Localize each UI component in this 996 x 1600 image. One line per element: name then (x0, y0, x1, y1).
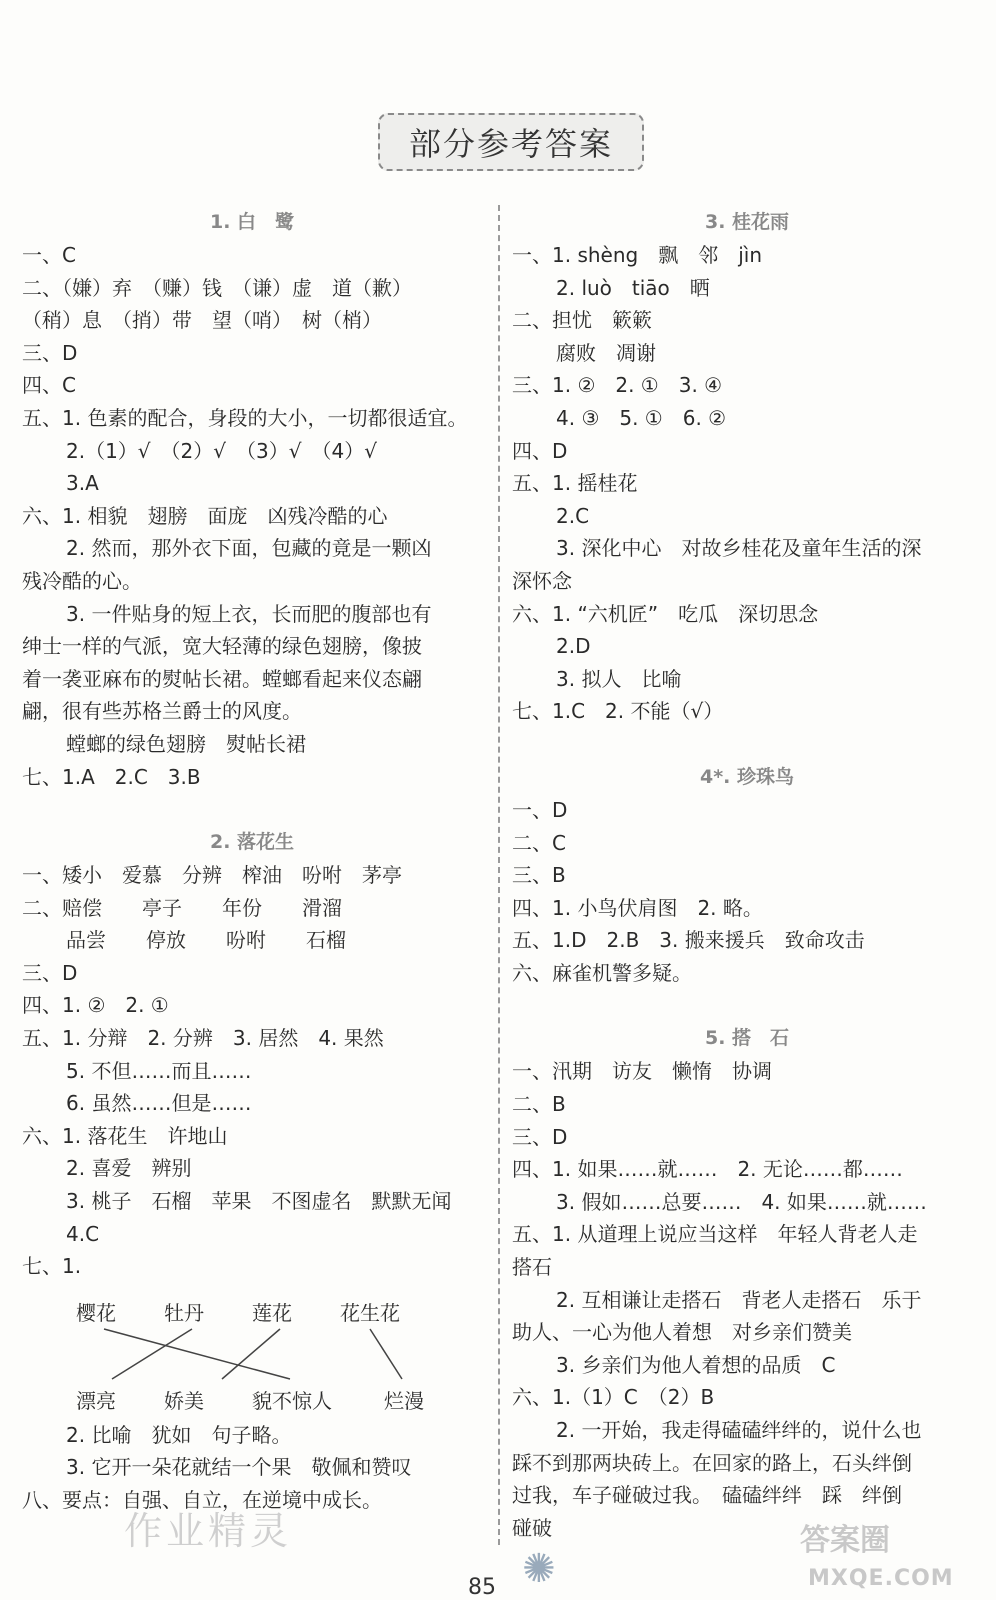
answer-line: 二、担忧 簌簌 (512, 308, 652, 333)
answer-line: 五、1. 摇桂花 (512, 471, 638, 496)
answer-line: （稍）息 （捎）带 望（哨） 树（梢） (22, 308, 382, 333)
answer-line: 2. 喜爱 辨别 (66, 1156, 192, 1181)
answer-line: 助人、一心为他人着想 对乡亲们赞美 (512, 1320, 852, 1345)
answer-line: 二、B (512, 1092, 566, 1117)
section-title-4: 4*. 珍珠鸟 (700, 765, 794, 788)
section-title-2: 2. 落花生 (209, 831, 295, 854)
match-top-word: 莲花 (252, 1300, 292, 1325)
answer-line: 3. 它开一朵花就结一个果 敬佩和赞叹 (66, 1455, 412, 1480)
answer-line: 三、1. ② 2. ① 3. ④ (512, 373, 723, 398)
answer-line: 二、赔偿 亭子 年份 滑溜 (22, 895, 342, 920)
watermark-left: 作业精灵 (124, 1509, 293, 1553)
answer-line: 3. 拟人 比喻 (556, 666, 682, 691)
section-title-3: 3. 桂花雨 (704, 211, 790, 233)
answer-line: 三、B (512, 863, 566, 888)
answer-line: 踩不到那两块砖上。在回家的路上，石头绊倒 (512, 1450, 912, 1475)
answer-line: 2.D (556, 634, 591, 659)
section-title-1: 1. 白 鹭 (209, 211, 295, 233)
page-title: 部分参考答案 (378, 113, 644, 171)
matching-exercise (22, 1283, 482, 1419)
answer-line: 八、要点：自强、自立，在逆境中成长。 (22, 1488, 382, 1512)
answer-line: 3. 假如……总要…… 4. 如果……就…… (556, 1189, 927, 1214)
answer-line: 一、D (512, 797, 568, 822)
answer-line: 2. luò tiāo 晒 (556, 275, 710, 300)
answer-line: 四、C (22, 373, 76, 398)
answer-line: 三、D (22, 960, 78, 985)
answer-line: 2.C (556, 503, 590, 528)
answer-line: 五、1.D 2.B 3. 搬来援兵 致命攻击 (512, 928, 865, 953)
page-number: 85 (468, 1575, 496, 1600)
match-top-word: 牡丹 (164, 1300, 204, 1325)
answer-line: 4.C (66, 1221, 100, 1246)
match-top-word: 花生花 (340, 1300, 400, 1325)
answer-line: 2. 比喻 犹如 句子略。 (66, 1422, 292, 1447)
match-top-word: 樱花 (76, 1300, 116, 1325)
answer-line: 3. 乡亲们为他人着想的品质 C (556, 1352, 836, 1377)
answer-line: 六、1. “六机匠” 吃瓜 深切思念 (512, 601, 819, 626)
match-bottom-word: 娇美 (164, 1388, 204, 1413)
watermark-url: MXQE.COM (808, 1566, 954, 1591)
answer-line: 3. 深化中心 对故乡桂花及童年生活的深 (556, 536, 922, 561)
watermark-right: 答案圈 (800, 1523, 890, 1558)
answer-line: 四、1. 小鸟伏肩图 2. 略。 (512, 895, 763, 920)
answer-line: 深怀念 (512, 568, 572, 593)
answer-line: 2. 互相谦让走搭石 背老人走搭石 乐于 (556, 1287, 922, 1312)
answer-line: 残冷酷的心。 (22, 568, 142, 593)
answer-line: 5. 不但……而且…… (66, 1058, 252, 1083)
match-bottom-word: 烂漫 (384, 1388, 424, 1413)
answer-line: 6. 虽然……但是…… (66, 1091, 252, 1116)
answer-line: 腐败 凋谢 (556, 340, 656, 365)
answer-line: 五、1. 分辩 2. 分辨 3. 居然 4. 果然 (22, 1026, 384, 1051)
answer-line: 六、1. 落花生 许地山 (22, 1123, 228, 1148)
answer-line: 螳螂的绿色翅膀 熨帖长裙 (66, 731, 306, 756)
section-title-5: 5. 搭 石 (704, 1027, 790, 1050)
answer-line: 绅士一样的气派，宽大轻薄的绿色翅膀，像披 (22, 634, 422, 659)
answer-line: 六、1.（1）C （2）B (512, 1385, 715, 1410)
sun-decoration-icon: ✺ (522, 1546, 556, 1592)
answer-line: 2. 然而，那外衣下面，包藏的竟是一颗凶 (66, 536, 432, 561)
answer-line: 3. 一件贴身的短上衣，长而肥的腹部也有 (66, 601, 432, 626)
answer-line: 二、C (512, 830, 566, 855)
answer-line: 一、矮小 爱慕 分辨 榨油 吩咐 茅亭 (22, 863, 402, 888)
answer-line: 五、1. 从道理上说应当这样 年轻人背老人走 (512, 1222, 918, 1247)
match-bottom-word: 漂亮 (76, 1388, 116, 1413)
answer-line: 着一袭亚麻布的熨帖长裙。螳螂看起来仪态翩 (22, 666, 422, 691)
answer-line: 一、汛期 访友 懒惰 协调 (512, 1059, 772, 1084)
answer-line: 二、（嫌）弃 （赚）钱 （谦）虚 道（歉） (22, 275, 412, 300)
answer-line: 一、C (22, 243, 76, 267)
answer-line: 三、D (512, 1124, 568, 1149)
match-bottom-word: 貌不惊人 (252, 1388, 332, 1413)
answer-line: 三、D (22, 340, 78, 365)
answer-line: 2.（1）√ （2）√ （3）√ （4）√ (66, 438, 377, 463)
answer-line: 2. 一开始，我走得磕磕绊绊的，说什么也 (556, 1418, 922, 1442)
answer-line: 七、1. (22, 1254, 82, 1279)
answer-line: 四、1. 如果……就…… 2. 无论……都…… (512, 1157, 903, 1182)
answer-line: 六、麻雀机警多疑。 (512, 960, 692, 985)
answer-line: 3. 桃子 石榴 苹果 不图虚名 默默无闻 (66, 1189, 452, 1214)
column-divider (498, 205, 500, 1545)
left-column (22, 205, 482, 1517)
answer-line: 五、1. 色素的配合，身段的大小，一切都很适宜。 (22, 405, 468, 430)
answer-line: 七、1.C 2. 不能（√） (512, 699, 724, 724)
answer-line: 四、D (512, 438, 568, 463)
answer-line: 过我，车子碰破过我。 磕磕绊绊 踩 绊倒 (512, 1483, 902, 1508)
answer-line: 搭石 (512, 1255, 552, 1280)
answer-line: 3.A (66, 471, 99, 496)
answer-line: 碰破 (512, 1515, 552, 1540)
answer-line: 四、1. ② 2. ① (22, 993, 169, 1018)
answer-line: 4. ③ 5. ① 6. ② (556, 405, 727, 430)
right-column (512, 205, 982, 1544)
answer-line: 一、1. shèng 飘 邻 jìn (512, 243, 762, 267)
answer-line: 翩，很有些苏格兰爵士的风度。 (22, 699, 302, 724)
answer-line: 六、1. 相貌 翅膀 面庞 凶残冷酷的心 (22, 503, 388, 528)
answer-line: 品尝 停放 吩咐 石榴 (66, 928, 346, 953)
answer-line: 七、1.A 2.C 3.B (22, 764, 201, 789)
